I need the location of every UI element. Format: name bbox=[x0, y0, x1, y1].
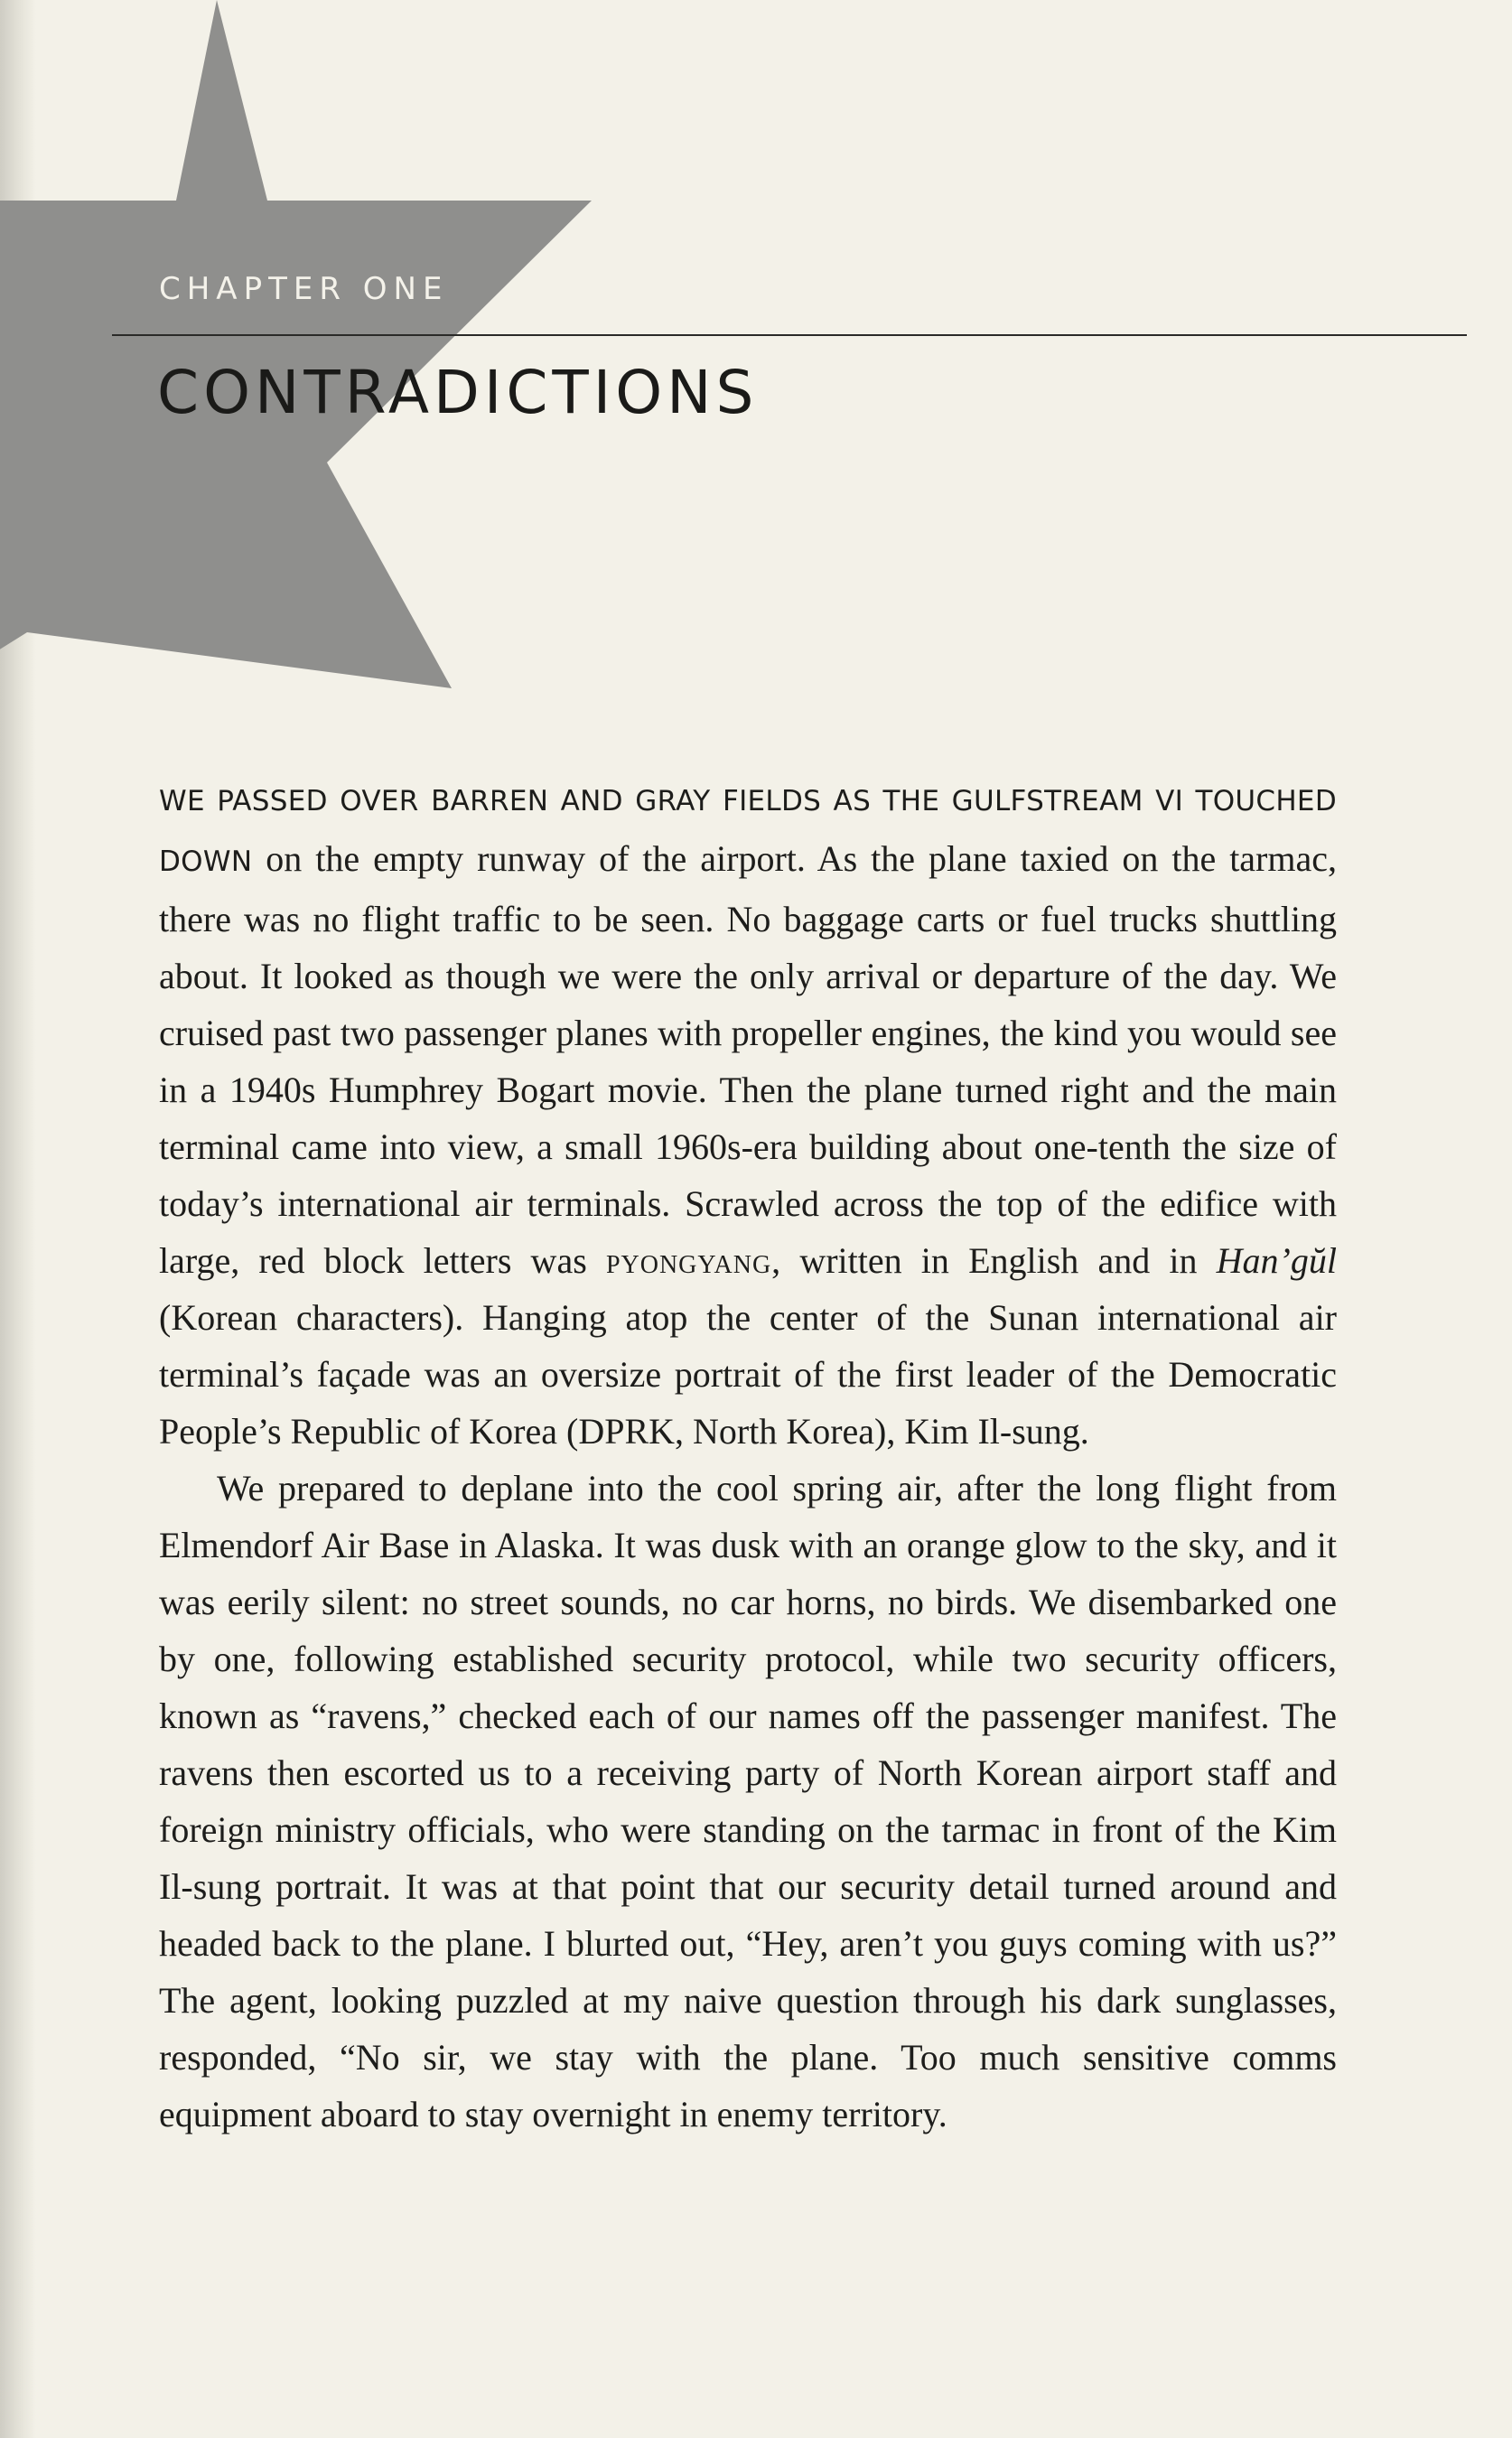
body-text bbox=[159, 770, 1337, 2143]
paragraph-2: We prepared to deplane into the cool spring air, after the long flight from Elmendorf Air Base in Alaska. It was dusk with an orange glow to the sky, and it was eerily silent: no street sounds, no car horns, no birds. We disembarked one by one, following established security protocol, while two security officers, known as “ravens,” checked each of our names off the passenger manifest. The ravens then escorted us to a receiving party of North Korean airport staff and foreign ministry officials, who were standing on the tarmac in front of the Kim Il-sung portrait. It was at that point that our security detail turned around and headed back to the plane. I blurted out, “Hey, aren’t you guys coming with us?” The agent, looking puzzled at my naive question through his dark sunglasses, responded, “No sir, we stay with the plane. Too much sensitive comms equipment aboard to stay overnight in enemy territory. bbox=[159, 1468, 1337, 2134]
hangul-italic: Han’gŭl bbox=[1216, 1240, 1337, 1281]
paragraph-1-text-b: , written in English and in bbox=[771, 1240, 1217, 1281]
paragraph-1 bbox=[159, 770, 1337, 1460]
chapter-label: CHAPTER ONE bbox=[159, 271, 449, 307]
lead-in: WE PASSED OVER BARREN AND GRAY FIELDS AS THE GULFSTREAM VI TOUCHED DOWN bbox=[159, 785, 1337, 878]
chapter-rule bbox=[112, 334, 1467, 336]
paragraph-1-text-c: (Korean characters). Hanging atop the center of the Sunan international air terminal’s façade was an oversize portrait of the first leader of the Democratic People’s Republic of Korea (DPRK, North Korea), Kim Il-sung. bbox=[159, 1297, 1337, 1452]
star-shape bbox=[0, 0, 592, 688]
pyongyang-smallcaps: pyongyang bbox=[605, 1240, 772, 1281]
chapter-title: CONTRADICTIONS bbox=[157, 358, 759, 427]
paragraph-1-text-a: on the empty runway of the airport. As the plane taxied on the tarmac, there was no flight traffic to be seen. No baggage carts or fuel trucks shuttling about. It looked as though we were the only arrival or departure of the day. We cruised past two passenger planes with propeller engines, the kind you would see in a 1940s Humphrey Bogart movie. Then the plane turned right and the main terminal came into view, a small 1960s-era building about one-tenth the size of today’s international air terminals. Scrawled across the top of the edifice with large, red block letters was bbox=[159, 838, 1337, 1281]
